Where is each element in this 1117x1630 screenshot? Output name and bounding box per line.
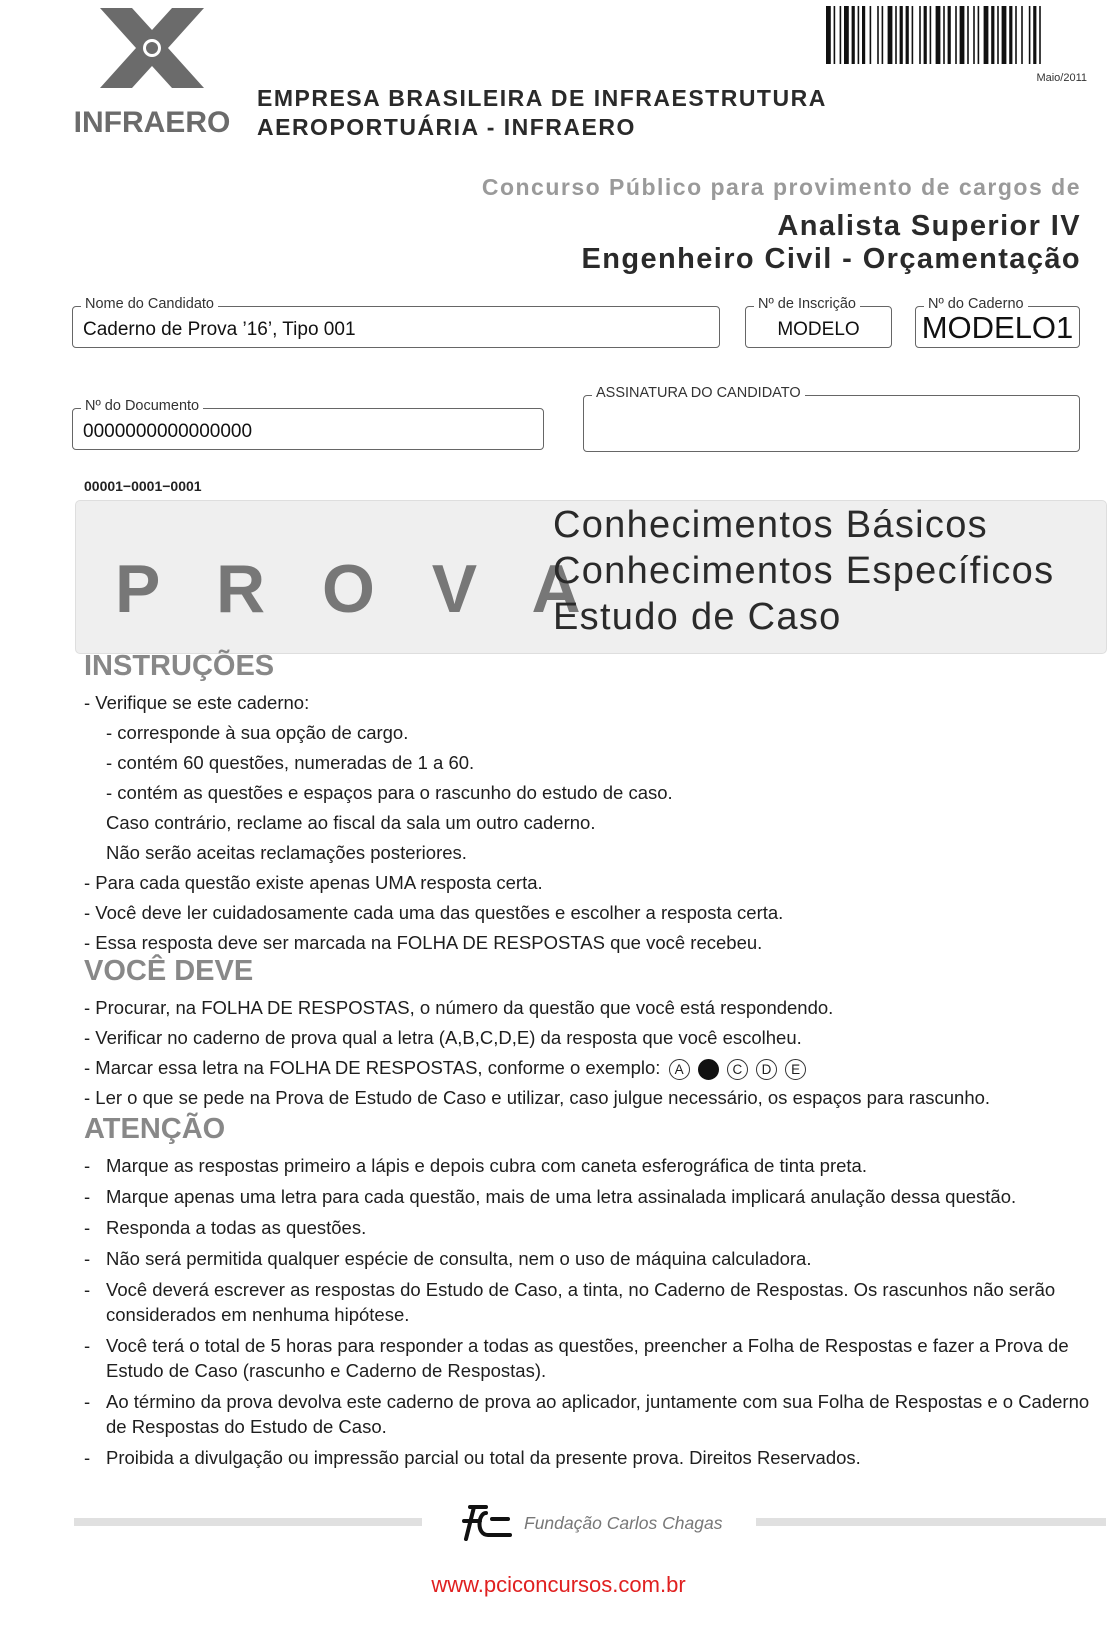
nome-field[interactable] (72, 296, 720, 348)
barcode-bar (852, 6, 855, 64)
prova-title: P R O V A (115, 551, 600, 627)
bubble-e: E (785, 1059, 806, 1080)
subject-item: Estudo de Caso (553, 596, 842, 638)
date: Maio/2011 (1036, 72, 1087, 84)
nome-value: Caderno de Prova ’16’, Tipo 001 (83, 319, 356, 340)
barcode-bar (900, 6, 903, 64)
document-code: 00001−0001−0001 (84, 478, 202, 494)
barcode-bar (948, 6, 951, 64)
barcode-bar (862, 6, 865, 64)
barcode-bar (919, 6, 921, 64)
list-item: - Essa resposta deve ser marcada na FOLHA DE RESPOSTAS que você recebeu. (84, 932, 763, 953)
barcode-bar (973, 6, 975, 64)
subjects-list (553, 502, 1054, 640)
cargo-line-1: Analista Superior IV (777, 210, 1081, 242)
list-item: - Você terá o total de 5 horas para responder a todas as questões, preencher a Folha de Respostas e fazer a Prova de Estudo de Caso (rascunho e Caderno de Respostas). (84, 1335, 1069, 1381)
barcode-bar (924, 6, 927, 64)
barcode-bar (1002, 6, 1007, 64)
caderno-field[interactable] (915, 296, 1080, 348)
logo-text: INFRAERO (73, 106, 231, 139)
bubble-a: A (669, 1059, 690, 1080)
barcode-bar (1015, 6, 1017, 64)
example-text: - Marcar essa letra na FOLHA DE RESPOSTAS, conforme o exemplo: (84, 1057, 661, 1078)
list-item: - Ler o que se pede na Prova de Estudo de Caso e utilizar, caso julgue necessário, os espaços para rascunho. (84, 1087, 991, 1108)
list-item: Caso contrário, reclame ao fiscal da sala um outro caderno. (106, 812, 596, 833)
barcode-bar (858, 6, 860, 64)
barcode-bar (960, 6, 965, 64)
bubble-d: D (756, 1059, 777, 1080)
list-item: - Verificar no caderno de prova qual a letra (A,B,C,D,E) da resposta que você escolheu. (84, 1027, 802, 1048)
bubble-c: C (727, 1059, 748, 1080)
nome-label: Nome do Candidato (81, 296, 218, 312)
inscricao-label: Nº de Inscrição (754, 296, 860, 312)
company-name (257, 84, 827, 142)
bubble-b-filled (698, 1059, 719, 1080)
caderno-label: Nº do Caderno (924, 296, 1028, 312)
list-item: - Proibida a divulgação ou impressão parcial ou total da presente prova. Direitos Reservados. (84, 1447, 861, 1468)
infraero-logo (72, 4, 232, 140)
atencao-title: ATENÇÃO (84, 1113, 226, 1145)
list-item: - Você deverá escrever as respostas do Estudo de Caso, a tinta, no Caderno de Respostas. Os rascunhos não serão considerados em nenhuma hipótese. (84, 1279, 1056, 1325)
barcode-bar (840, 6, 842, 64)
assinatura-label: ASSINATURA DO CANDIDATO (592, 385, 805, 401)
list-item: - Marque as respostas primeiro a lápis e depois cubra com caneta esferográfica de tinta preta. (84, 1155, 867, 1176)
cargo-line-2: Engenheiro Civil - Orçamentação (581, 243, 1081, 275)
barcode-bar (834, 6, 836, 64)
documento-value: 0000000000000000 (83, 421, 253, 442)
barcode-bar (1021, 6, 1023, 64)
barcode-bar (997, 6, 999, 64)
list-item: - Verifique se este caderno: (84, 692, 310, 713)
barcode-bar (955, 6, 957, 64)
list-item: - contém 60 questões, numeradas de 1 a 60. (106, 752, 475, 773)
barcode-bar (1033, 6, 1036, 64)
instrucoes-title: INSTRUÇÕES (84, 650, 275, 682)
list-item: - corresponde à sua opção de cargo. (106, 722, 409, 743)
list-item: - Marque apenas uma letra para cada questão, mais de uma letra assinalada implicará anulação dessa questão. (84, 1186, 1017, 1207)
list-item: - Responda a todas as questões. (84, 1217, 367, 1238)
voce-deve-title: VOCÊ DEVE (84, 955, 254, 987)
list-item: - Procurar, na FOLHA DE RESPOSTAS, o número da questão que você está respondendo. (84, 997, 834, 1018)
documento-field[interactable] (72, 398, 544, 450)
barcode-bar (1039, 6, 1041, 64)
list-item: Não serão aceitas reclamações posteriores. (106, 842, 467, 863)
fcc-name: Fundação Carlos Chagas (524, 1513, 723, 1533)
list-item: - Você deve ler cuidadosamente cada uma das questões e escolher a resposta certa. (84, 902, 784, 923)
inscricao-field[interactable] (745, 296, 892, 348)
caderno-value: MODELO1 (921, 310, 1074, 345)
barcode-bar (888, 6, 893, 64)
documento-label: Nº do Documento (81, 398, 203, 414)
list-item: - contém as questões e espaços para o rascunho do estudo de caso. (106, 782, 673, 803)
assinatura-field[interactable] (583, 385, 1080, 452)
atencao-list (84, 1150, 1094, 1473)
barcode-bar (978, 6, 980, 64)
barcode-bar (991, 6, 994, 64)
barcode-bar (967, 6, 969, 64)
barcode-bar (936, 6, 941, 64)
cargo-title (582, 210, 1081, 276)
fcc-logo-icon (456, 1503, 514, 1543)
company-line-2: AEROPORTUÁRIA - INFRAERO (257, 114, 636, 140)
barcode-bar (870, 6, 872, 64)
barcode-bar (826, 6, 831, 64)
voce-deve-list (84, 993, 1094, 1113)
list-item: - Para cada questão existe apenas UMA resposta certa. (84, 872, 543, 893)
barcode-bar (912, 6, 914, 64)
list-item: - Ao término da prova devolva este caderno de prova ao aplicador, juntamente com sua Folha de Respostas e o Caderno de Respostas do Estudo de Caso. (84, 1391, 1090, 1437)
subject-item: Conhecimentos Específicos (553, 550, 1055, 592)
company-line-1: EMPRESA BRASILEIRA DE INFRAESTRUTURA (257, 85, 827, 111)
barcode-bar (844, 6, 849, 64)
concurso-heading: Concurso Público para provimento de cargos de (481, 174, 1081, 200)
barcode-bar (943, 6, 945, 64)
barcode-bar (877, 6, 879, 64)
barcode-bar (895, 6, 897, 64)
footer-rule-right (756, 1518, 1106, 1526)
barcode-bar (1009, 6, 1012, 64)
subject-item: Conhecimentos Básicos (553, 504, 988, 546)
barcode-bar (984, 6, 989, 64)
footer-rule-left (74, 1518, 422, 1526)
barcode-bar (930, 6, 932, 64)
inscricao-value: MODELO (777, 319, 860, 340)
barcode-bar (882, 6, 884, 64)
barcode-bar (906, 6, 909, 64)
barcode-bar (1029, 6, 1031, 64)
list-item: - Não será permitida qualquer espécie de consulta, nem o uso de máquina calculadora. (84, 1248, 812, 1269)
list-item (84, 1053, 1094, 1083)
barcode (826, 6, 1106, 64)
instrucoes-list (84, 688, 1094, 958)
site-url[interactable]: www.pciconcursos.com.br (431, 1572, 686, 1597)
